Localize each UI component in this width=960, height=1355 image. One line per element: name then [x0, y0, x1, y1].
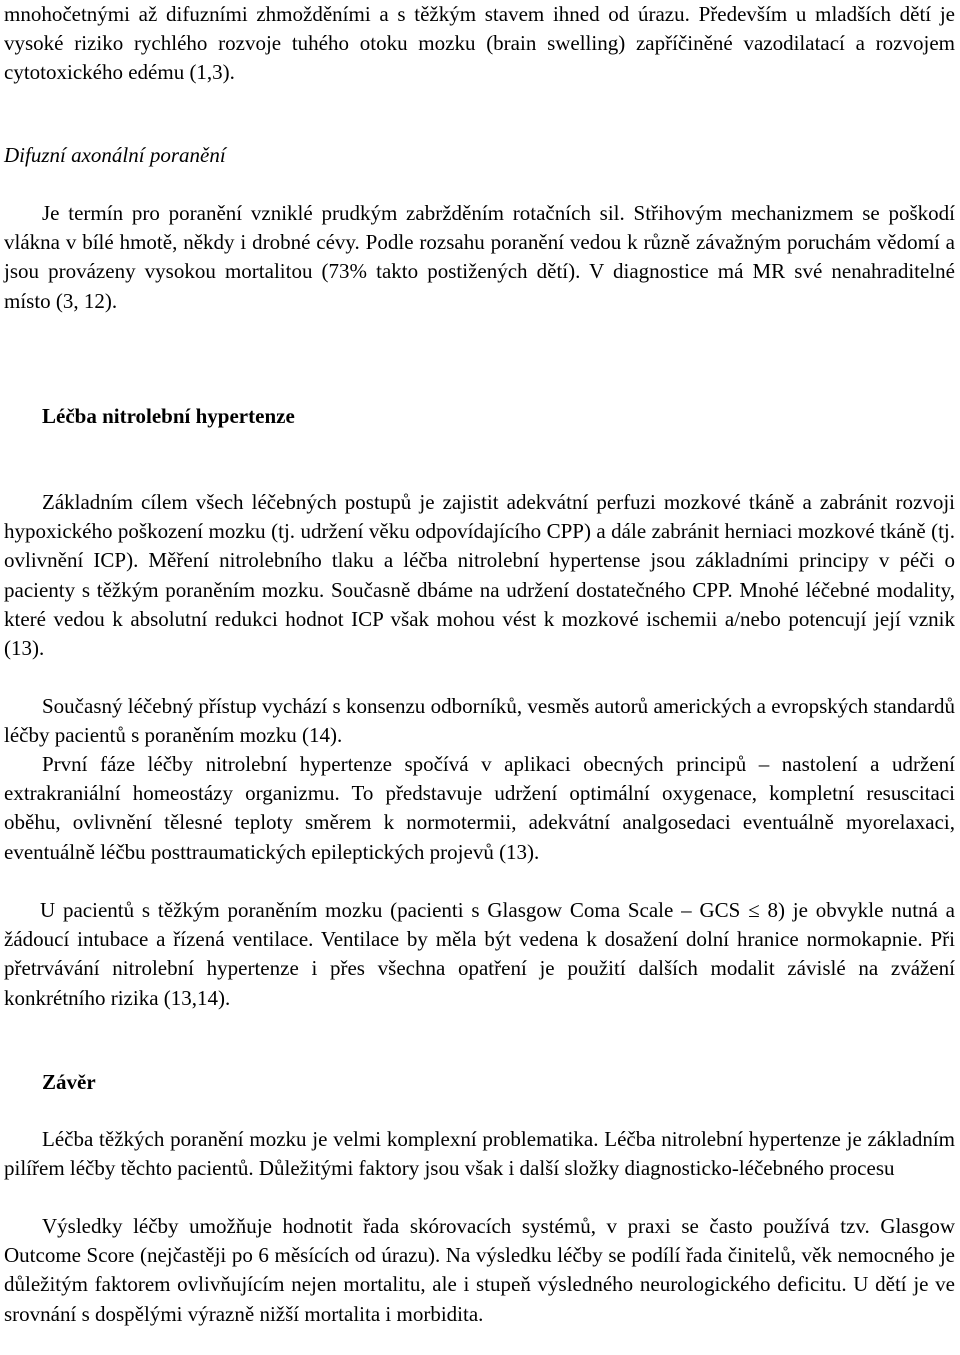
heading-conclusion: Závěr [42, 1070, 96, 1094]
intro-continuation-paragraph: mnohočetnými až difuzními zhmožděními a s těžkým stavem ihned od úrazu. Především u mladších dětí je vysoké riziko rychlého rozvoje tuhého otoku mozku (brain swelling) zapříčiněné vazodilatací a rozvojem cytotoxického edému (1,3). [4, 2, 955, 85]
icp-paragraph-4: U pacientů s těžkým poraněním mozku (pacienti s Glasgow Coma Scale – GCS ≤ 8) je obvykle nutná a žádoucí intubace a řízená ventilace. Ventilace by měla být vedena k dosažení dolní hranice normokapnie. Při přetrvávání nitrolební hypertenze i přes všechna opatření je použití dalších modalit závislé na zvážení konkrétního rizika (13,14). [4, 898, 955, 1010]
heading-intracranial-hypertension-treatment: Léčba nitrolební hypertenze [42, 404, 295, 428]
conclusion-paragraph-1: Léčba těžkých poranění mozku je velmi komplexní problematika. Léčba nitrolební hypertenze je základním pilířem léčby těchto pacientů. Důležitými faktory jsou však i další složky diagnosticko-léčebného procesu [4, 1127, 955, 1181]
dai-paragraph: Je termín pro poranění vzniklé prudkým zabržděním rotačních sil. Střihovým mechanizmem se poškodí vlákna v bílé hmotě, někdy i drobné cévy. Podle rozsahu poranění vedou k různě závažným poruchám vědomí a jsou provázeny vysokou mortalitou (73% takto postižených dětí). V diagnostice má MR své nenahraditelné místo (3, 12). [4, 201, 955, 313]
icp-paragraph-1: Základním cílem všech léčebných postupů je zajistit adekvátní perfuzi mozkové tkáně a zabránit rozvoji hypoxického poškození mozku (tj. udržení věku odpovídajícího CPP) a dále zabránit herniaci mozkové tkáně (tj. ovlivnění ICP). Měření nitrolebního tlaku a léčba nitrolební hypertense jsou základními principy v péči o pacienty s těžkým poraněním mozku. Současně dbáme na udržení dostatečného CPP. Mnohé léčebné modality, které vedou k absolutní redukci hodnot ICP však mohou vést k mozkové ischemii a/nebo potencují její vznik (13). [4, 490, 955, 661]
conclusion-paragraph-2: Výsledky léčby umožňuje hodnotit řada skórovacích systémů, v praxi se často používá tzv. Glasgow Outcome Score (nejčastěji po 6 měsících od úrazu). Na výsledku léčby se podílí řada činitelů, věk nemocného je důležitým faktorem ovlivňujícím nejen mortalitu, ale i stupeň výsledného neurologického deficitu. U dětí je ve srovnání s dospělými výrazně nižší mortalita i morbidita. [4, 1214, 955, 1326]
heading-diffuse-axonal-injury: Difuzní axonální poranění [4, 143, 226, 167]
icp-paragraph-3: První fáze léčby nitrolební hypertenze spočívá v aplikaci obecných principů – nastolení a udržení extrakraniální homeostázy organizmu. To představuje udržení optimální oxygenace, kompletní resuscitaci oběhu, ovlivnění tělesné teploty směrem k normotermii, adekvátní analgosedaci eventuálně myorelaxaci, eventuálně léčbu posttraumatických epileptických projevů (13). [4, 752, 955, 864]
icp-paragraph-2: Současný léčebný přístup vychází s konsenzu odborníků, vesměs autorů amerických a evropských standardů léčby pacientů s poraněním mozku (14). [4, 694, 955, 748]
